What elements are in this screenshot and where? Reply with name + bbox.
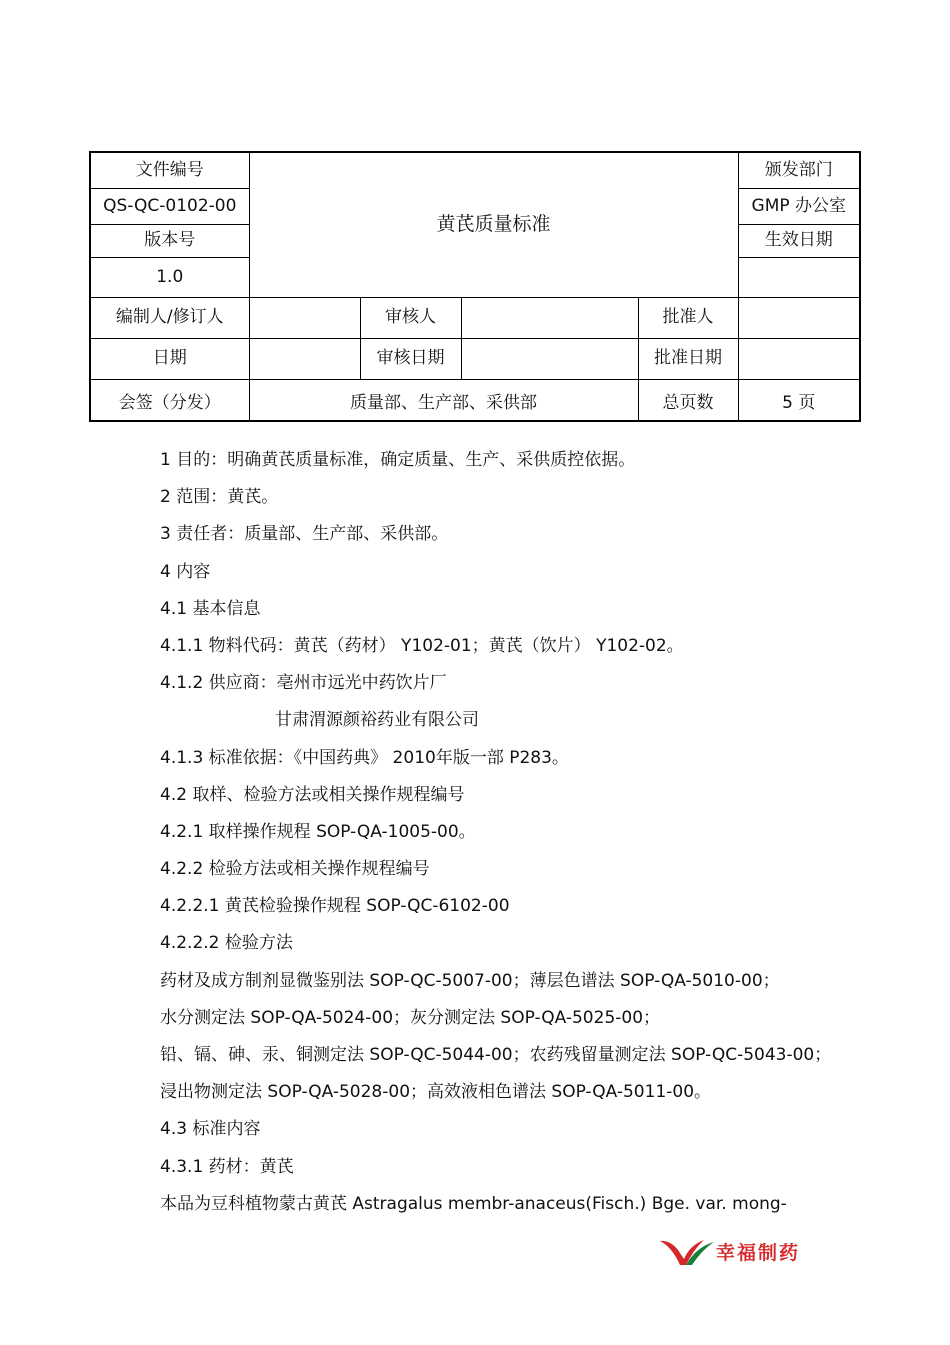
body-line-methods-3: 铅、镉、砷、汞、铜测定法 SOP-QC-5044-00；农药残留量测定法 SOP-QC-5043-00； [160, 1045, 832, 1065]
body-line-test-methods: 4.2.2.2 检验方法 [160, 933, 293, 954]
effective-date-label: 生效日期 [738, 224, 860, 257]
issue-dept-label: 颁发部门 [738, 152, 860, 188]
body-line-basic-info: 4.1 基本信息 [160, 598, 261, 619]
version-label: 版本号 [90, 224, 249, 257]
company-logo-text: 幸福制药 [716, 1242, 801, 1264]
document-title: 黄芪质量标准 [249, 152, 738, 297]
body-line-content-heading: 4 内容 [160, 561, 211, 582]
date-label: 日期 [90, 338, 249, 379]
body-line-sampling-sop: 4.2.1 取样操作规程 SOP-QA-1005-00。 [160, 821, 476, 842]
body-line-supplier: 4.1.2 供应商：亳州市远光中药饮片厂 [160, 673, 447, 694]
distribution-value: 质量部、生产部、采供部 [249, 379, 638, 421]
approver-value [738, 297, 860, 338]
body-line-standard-basis: 4.1.3 标准依据：《中国药典》 2010年版一部 P283。 [160, 747, 569, 768]
document-body [160, 442, 860, 1223]
body-line-description: 本品为豆科植物蒙古黄芪 Astragalus membr-anaceus(Fisch.) Bge. var. mong- [160, 1193, 787, 1214]
review-date-value [461, 338, 638, 379]
distribution-label: 会签（分发） [90, 379, 249, 421]
author-value [249, 297, 360, 338]
body-line-responsible: 3 责任者：质量部、生产部、采供部。 [160, 524, 449, 545]
effective-date-value [738, 257, 860, 297]
body-line-methods-2: 水分测定法 SOP-QA-5024-00；灰分测定法 SOP-QA-5025-00； [160, 1007, 661, 1028]
body-line-test-sop: 4.2.2.1 黄芪检验操作规程 SOP-QC-6102-00 [160, 896, 510, 917]
company-logo-icon [658, 1235, 716, 1269]
review-date-label: 审核日期 [360, 338, 461, 379]
company-logo [658, 1235, 808, 1269]
body-line-standard-content: 4.3 标准内容 [160, 1119, 261, 1140]
body-line-scope: 2 范围：黄芪。 [160, 487, 279, 508]
author-label: 编制人/修订人 [90, 297, 249, 338]
document-header-table [89, 151, 861, 422]
doc-no-value: QS-QC-0102-00 [90, 188, 249, 224]
body-line-purpose: 1 目的：明确黄芪质量标准，确定质量、生产、采供质控依据。 [160, 450, 636, 470]
approve-date-label: 批准日期 [638, 338, 738, 379]
body-line-methods-1: 药材及成方制剂显微鉴别法 SOP-QC-5007-00；薄层色谱法 SOP-QA-5010-00； [160, 970, 780, 991]
approve-date-value [738, 338, 860, 379]
doc-no-label: 文件编号 [90, 152, 249, 188]
issue-dept-value: GMP 办公室 [738, 188, 860, 224]
body-line-material-code: 4.1.1 物料代码：黄芪（药材） Y102-01；黄芪（饮片） Y102-02。 [160, 635, 684, 656]
reviewer-value [461, 297, 638, 338]
body-line-methods-4: 浸出物测定法 SOP-QA-5028-00；高效液相色谱法 SOP-QA-5011-00。 [160, 1082, 712, 1103]
body-line-herb-material: 4.3.1 药材：黄芪 [160, 1156, 294, 1177]
body-line-sampling-heading: 4.2 取样、检验方法或相关操作规程编号 [160, 784, 465, 805]
reviewer-label: 审核人 [360, 297, 461, 338]
version-value: 1.0 [90, 257, 249, 297]
body-line-supplier-2: 甘肃渭源颜裕药业有限公司 [275, 710, 479, 731]
total-pages-label: 总页数 [638, 379, 738, 421]
approver-label: 批准人 [638, 297, 738, 338]
date-value [249, 338, 360, 379]
body-line-test-method-heading: 4.2.2 检验方法或相关操作规程编号 [160, 859, 430, 880]
total-pages-value: 5 页 [738, 379, 860, 421]
